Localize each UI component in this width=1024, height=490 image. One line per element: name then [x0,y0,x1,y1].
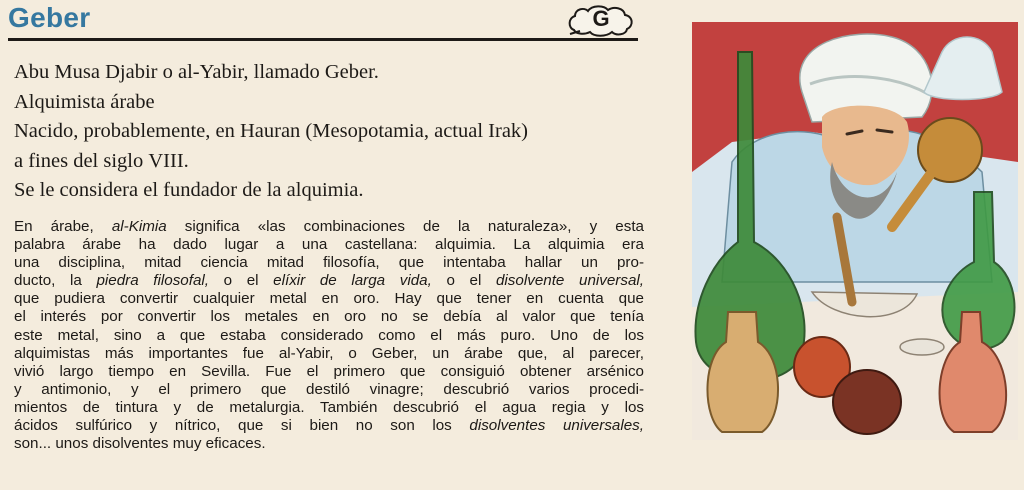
intro-line: Alquimista árabe [14,90,155,113]
body-paragraph [14,218,644,453]
body-line: alquimistas más importantes fue al-Yabir, o Geber, un árabe que, al parecer, [14,344,644,362]
body-line: son... unos disolventes muy eficaces. [14,435,266,453]
body-line: el interés por convertir los metales en oro no se debía al valor que tenía [14,308,644,326]
body-text: o el [431,272,496,290]
intro-text: . [183,149,189,172]
century-numeral: VIII [148,149,184,172]
body-line: y antimonio, y el primero que destiló vinagre; descubrió varios procedi- [14,380,644,398]
body-line: que pudiera convertir cualquier metal en oro. Hay que tener en cuenta que [14,290,644,308]
body-text: significa «las combinaciones de la naturaleza», y esta [166,218,644,235]
intro-text: a fines del siglo [14,149,149,172]
intro-line [14,147,644,177]
body-text: ducto, la [14,272,97,290]
body-line [14,272,644,290]
intro-line: Se le considera el fundador de la alquimia. [14,179,364,201]
alchemist-illustration [692,22,1018,440]
term-italic: piedra filosofal, [96,272,210,290]
body-line [14,417,644,435]
page-title: Geber [8,2,91,33]
term-italic: elíxir de larga vida, [273,272,432,290]
header-rule [8,38,638,41]
term-italic: disolventes universales, [469,417,644,435]
intro-line: Nacido, probablemente, en Hauran (Mesopotamia, actual Irak) [14,120,528,142]
body-line: vivió largo tiempo en Sevilla. Fue el primero que consiguió obtener arsénico [14,362,644,380]
intro-block [14,58,644,206]
body-line: este metal, sino a que estaba considerado como el más puro. Uno de los [14,326,644,344]
body-line [14,218,644,236]
intro-line: Abu Musa Djabir o al-Yabir, llamado Geber. [14,61,379,83]
body-line: una disciplina, mitad ciencia mitad filosofía, que intentaba hallar un pro- [14,254,644,272]
body-line: mientos de tintura y de metalurgia. También descubrió el agua regia y los [14,398,644,416]
body-line: palabra árabe ha dado lugar a una castellana: alquimia. La alquimia era [14,236,644,254]
term-italic: al-Kimia [111,218,167,235]
badge-letter: G [592,6,610,31]
term-italic: disolvente universal, [495,272,644,290]
body-text: o el [209,272,274,290]
body-text: ácidos sulfúrico y nítrico, que si bien no son los [14,417,470,435]
body-text: En árabe, [14,218,112,235]
alchemist-drawing [692,22,1018,440]
letter-badge [566,4,636,38]
